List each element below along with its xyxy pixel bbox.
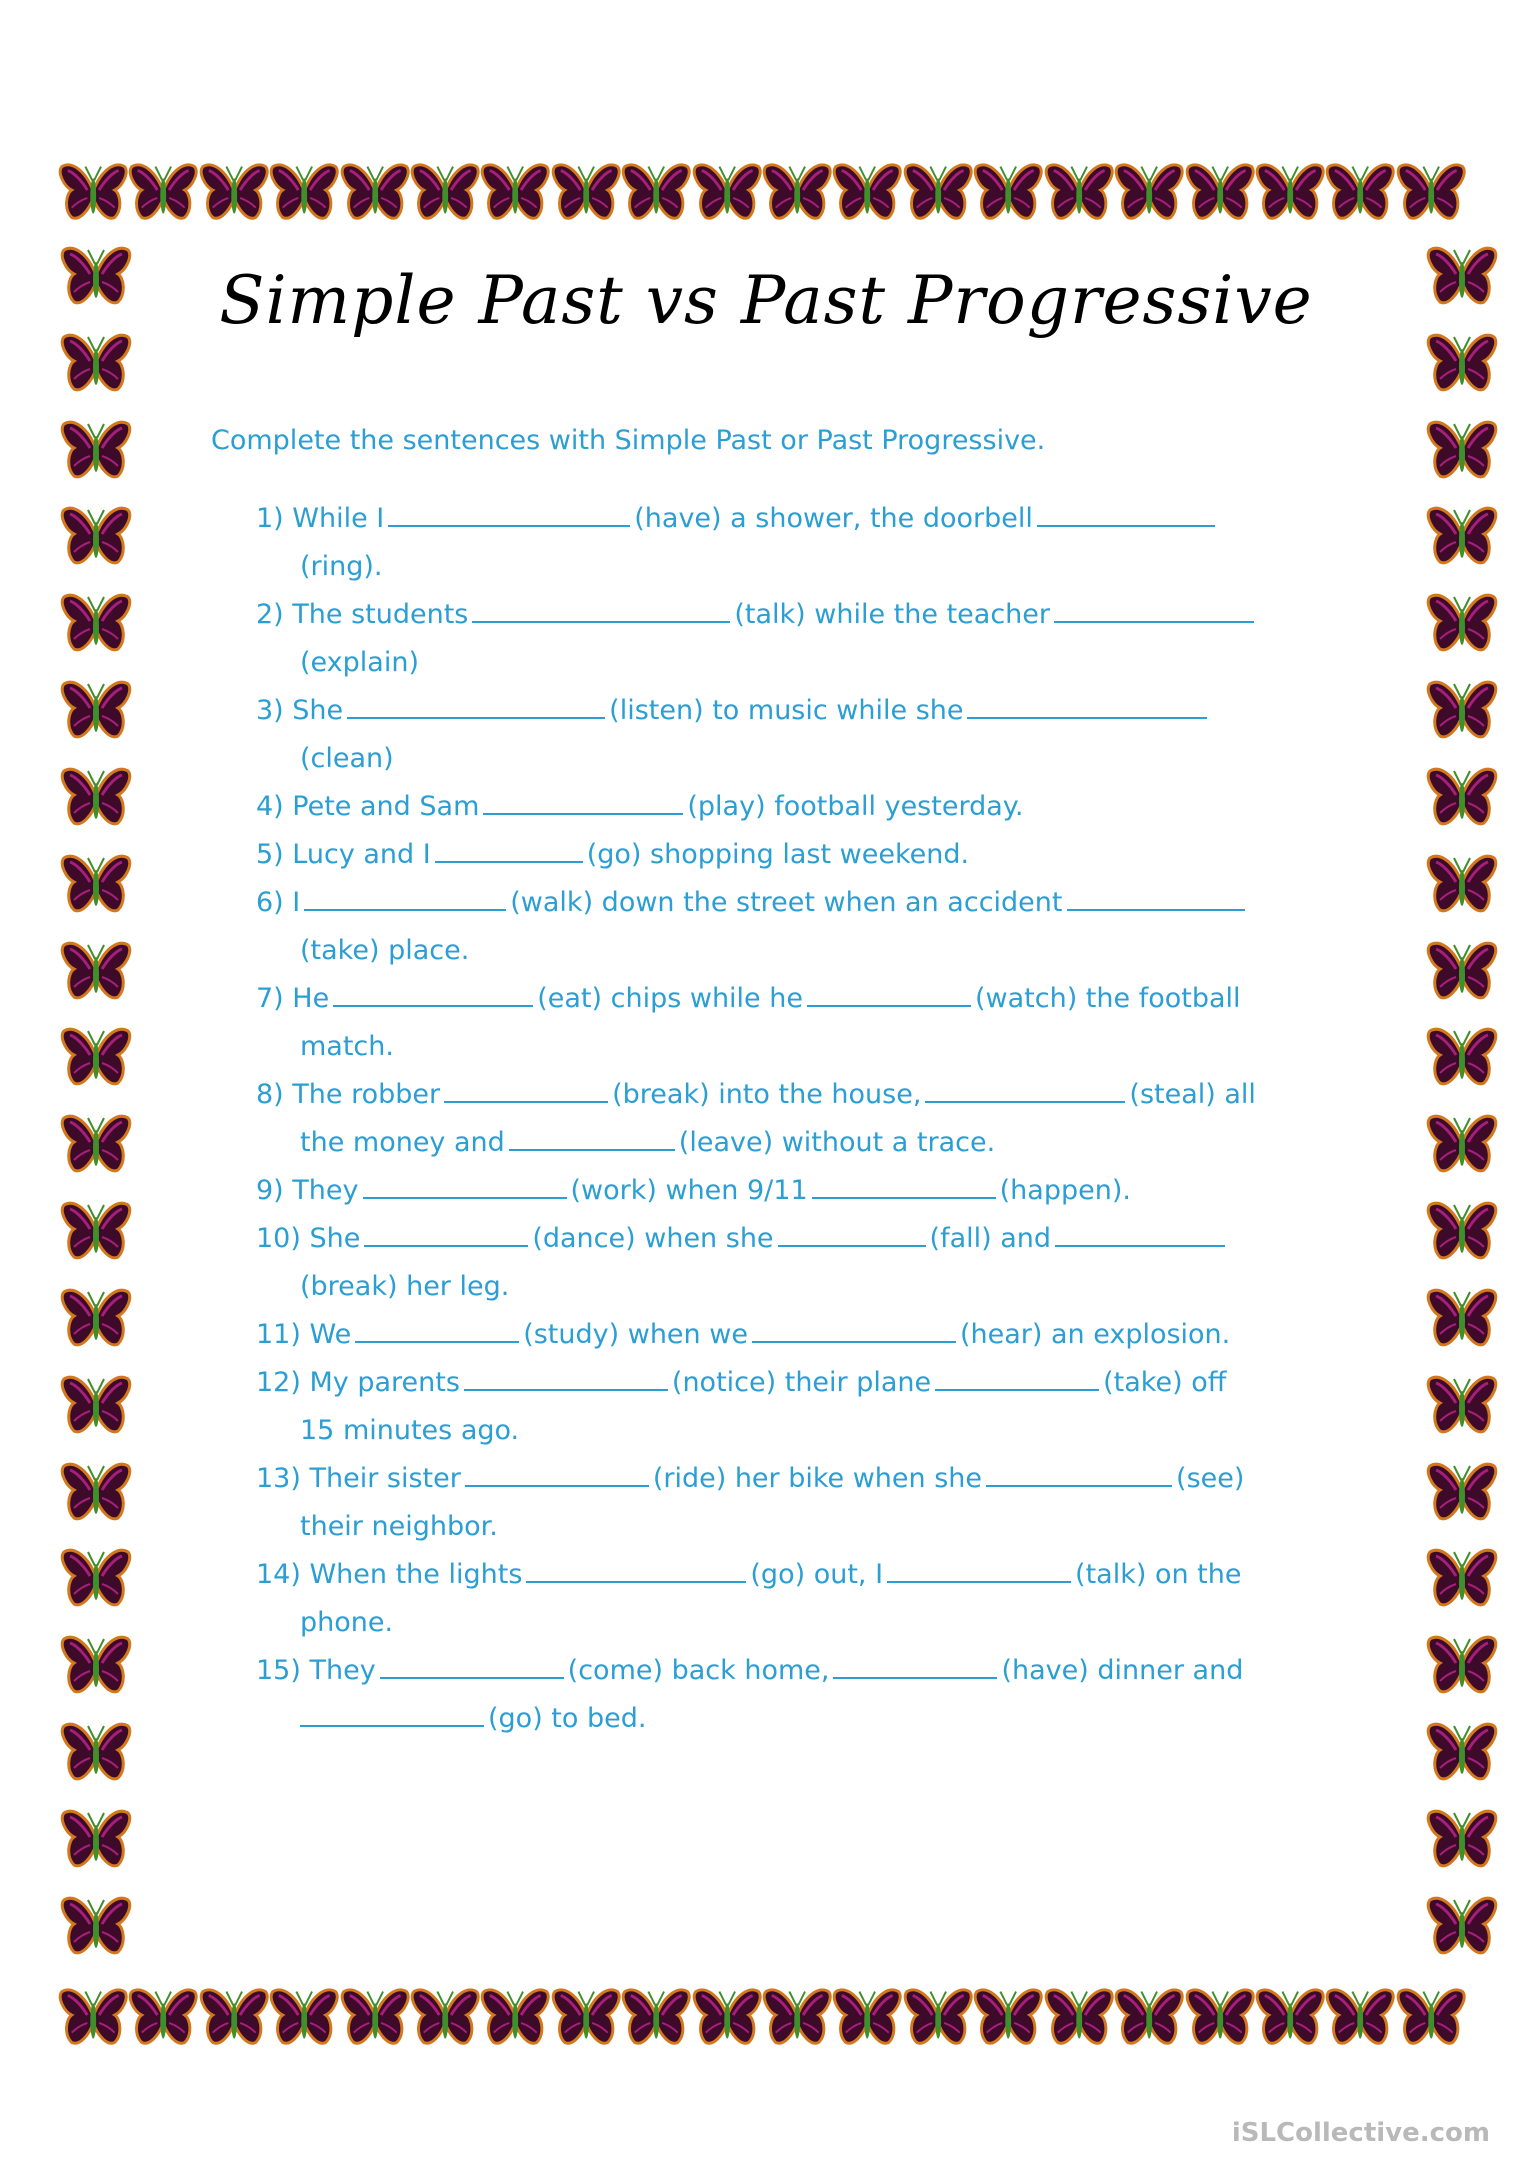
butterfly-icon [1426, 1892, 1498, 1962]
answer-blank[interactable] [347, 691, 605, 719]
answer-blank[interactable] [1055, 1219, 1225, 1247]
exercise-text: (leave) without a trace. [678, 1127, 996, 1158]
exercise-text: phone. [300, 1607, 394, 1638]
answer-blank[interactable] [472, 595, 730, 623]
butterfly-icon [1114, 1983, 1184, 2053]
answer-blank[interactable] [925, 1075, 1125, 1103]
answer-blank[interactable] [1067, 883, 1245, 911]
butterfly-icon [551, 158, 621, 228]
exercise-text: 15) They [256, 1655, 376, 1686]
exercise-text: (break) her leg. [300, 1271, 510, 1302]
butterfly-icon [1426, 1110, 1498, 1180]
butterfly-icon [60, 1110, 132, 1180]
butterfly-icon [340, 158, 410, 228]
exercise-text: 4) Pete and Sam [256, 791, 480, 822]
exercise-text: 3) She [256, 695, 344, 726]
answer-blank[interactable] [300, 1699, 484, 1727]
butterfly-icon [1426, 1805, 1498, 1875]
exercise-text: 2) The students [256, 599, 469, 630]
butterfly-icon [60, 1631, 132, 1701]
butterfly-icon [60, 1371, 132, 1441]
butterfly-icon [1044, 1983, 1114, 2053]
butterfly-icon [692, 1983, 762, 2053]
butterfly-icon [1426, 416, 1498, 486]
butterfly-icon [1426, 1631, 1498, 1701]
exercise-text: (listen) to music while she [609, 695, 964, 726]
exercise-item [256, 1551, 1336, 1647]
butterfly-icon [410, 1983, 480, 2053]
answer-blank[interactable] [807, 979, 971, 1007]
exercise-text: (work) when 9/11 [570, 1175, 808, 1206]
butterfly-icon [1396, 158, 1466, 228]
exercise-text: (play) football yesterday. [687, 791, 1024, 822]
butterfly-icon [60, 1892, 132, 1962]
butterfly-icon [1325, 158, 1395, 228]
butterfly-icon [1185, 158, 1255, 228]
butterfly-icon [1114, 158, 1184, 228]
answer-blank[interactable] [1054, 595, 1254, 623]
answer-blank[interactable] [364, 1219, 528, 1247]
exercise-text: (ride) her bike when she [652, 1463, 983, 1494]
exercise-text: (go) to bed. [488, 1703, 647, 1734]
butterfly-icon [1325, 1983, 1395, 2053]
answer-blank[interactable] [833, 1651, 997, 1679]
exercise-text: (take) place. [300, 935, 470, 966]
exercise-item [256, 1071, 1336, 1167]
answer-blank[interactable] [986, 1459, 1172, 1487]
exercise-text: (have) a shower, the doorbell [634, 503, 1033, 534]
butterfly-icon [269, 158, 339, 228]
exercise-text: the money and [300, 1127, 505, 1158]
butterfly-icon [1426, 763, 1498, 833]
butterfly-icon [1396, 1983, 1466, 2053]
exercise-text: 11) We [256, 1319, 352, 1350]
exercise-text: (come) back home, [567, 1655, 830, 1686]
exercise-text: (eat) chips while he [537, 983, 803, 1014]
exercise-item [256, 783, 1336, 831]
butterfly-icon [128, 1983, 198, 2053]
butterfly-icon [621, 158, 691, 228]
watermark: iSLCollective.com [1231, 2118, 1490, 2148]
butterfly-icon [60, 937, 132, 1007]
exercise-text: 13) Their sister [256, 1463, 461, 1494]
page-title: Simple Past vs Past Progressive [219, 262, 1313, 339]
answer-blank[interactable] [464, 1363, 668, 1391]
butterfly-icon [60, 1718, 132, 1788]
exercise-text: (break) into the house, [612, 1079, 922, 1110]
butterfly-icon [410, 158, 480, 228]
exercise-text: (walk) down the street when an accident [510, 887, 1063, 918]
butterfly-icon [269, 1983, 339, 2053]
butterfly-icon [1426, 937, 1498, 1007]
exercise-text: (go) out, I [750, 1559, 884, 1590]
butterfly-icon [692, 158, 762, 228]
exercise-text: 7) He [256, 983, 330, 1014]
answer-blank[interactable] [333, 979, 533, 1007]
instruction-text: Complete the sentences with Simple Past or Past Progressive. [211, 425, 1046, 456]
butterfly-icon [199, 158, 269, 228]
exercise-text: 1) While I [256, 503, 385, 534]
butterfly-icon [60, 1544, 132, 1614]
butterfly-icon [1426, 1284, 1498, 1354]
answer-blank[interactable] [435, 835, 583, 863]
answer-blank[interactable] [363, 1171, 567, 1199]
exercise-text: 9) They [256, 1175, 359, 1206]
exercise-text: 12) My parents [256, 1367, 460, 1398]
butterfly-icon [199, 1983, 269, 2053]
answer-blank[interactable] [355, 1315, 519, 1343]
exercise-text: (study) when we [523, 1319, 748, 1350]
exercise-text: (see) [1176, 1463, 1245, 1494]
butterfly-icon [1255, 1983, 1325, 2053]
exercise-text: 5) Lucy and I [256, 839, 431, 870]
butterfly-icon [832, 1983, 902, 2053]
butterfly-icon [621, 1983, 691, 2053]
exercise-text: (steal) all [1129, 1079, 1256, 1110]
exercise-text: (explain) [300, 647, 419, 678]
butterfly-icon [128, 158, 198, 228]
answer-blank[interactable] [812, 1171, 996, 1199]
butterfly-border-left [60, 242, 132, 1962]
answer-blank[interactable] [752, 1315, 956, 1343]
butterfly-icon [60, 589, 132, 659]
butterfly-icon [60, 1023, 132, 1093]
exercise-text: (notice) their plane [671, 1367, 932, 1398]
butterfly-border-bottom [58, 1983, 1466, 2053]
exercise-item [256, 975, 1336, 1071]
exercise-text: 8) The robber [256, 1079, 441, 1110]
butterfly-icon [1426, 1371, 1498, 1441]
exercise-text: 14) When the lights [256, 1559, 523, 1590]
butterfly-border-top [58, 158, 1466, 228]
butterfly-icon [340, 1983, 410, 2053]
exercise-text: (fall) and [929, 1223, 1052, 1254]
exercise-text: their neighbor. [300, 1511, 498, 1542]
answer-blank[interactable] [526, 1555, 746, 1583]
exercise-text: (have) dinner and [1001, 1655, 1244, 1686]
butterfly-icon [1185, 1983, 1255, 2053]
butterfly-icon [762, 158, 832, 228]
exercise-text: 6) I [256, 887, 301, 918]
answer-blank[interactable] [509, 1123, 675, 1151]
butterfly-icon [1255, 158, 1325, 228]
butterfly-icon [58, 1983, 128, 2053]
exercise-text: (ring). [300, 551, 383, 582]
exercise-item [256, 1167, 1336, 1215]
exercise-item [256, 879, 1336, 975]
butterfly-icon [480, 158, 550, 228]
butterfly-icon [832, 158, 902, 228]
answer-blank[interactable] [465, 1459, 649, 1487]
butterfly-icon [762, 1983, 832, 2053]
butterfly-icon [973, 1983, 1043, 2053]
butterfly-icon [60, 676, 132, 746]
butterfly-icon [1426, 1023, 1498, 1093]
answer-blank[interactable] [483, 787, 683, 815]
butterfly-icon [1426, 850, 1498, 920]
exercise-text: (dance) when she [532, 1223, 774, 1254]
butterfly-icon [973, 158, 1043, 228]
exercise-text: 15 minutes ago. [300, 1415, 520, 1446]
exercise-text: (talk) on the [1075, 1559, 1242, 1590]
exercise-item [256, 831, 1336, 879]
butterfly-icon [60, 329, 132, 399]
answer-blank[interactable] [304, 883, 506, 911]
exercise-item [256, 1215, 1336, 1311]
exercise-text: (hear) an explosion. [959, 1319, 1231, 1350]
butterfly-icon [60, 1458, 132, 1528]
answer-blank[interactable] [380, 1651, 564, 1679]
butterfly-icon [60, 416, 132, 486]
answer-blank[interactable] [778, 1219, 926, 1247]
butterfly-icon [1426, 329, 1498, 399]
exercise-text: (talk) while the teacher [734, 599, 1050, 630]
exercise-list [256, 495, 1336, 1743]
answer-blank[interactable] [967, 691, 1207, 719]
butterfly-icon [1426, 1718, 1498, 1788]
butterfly-icon [1426, 502, 1498, 572]
exercise-item [256, 687, 1336, 783]
butterfly-icon [551, 1983, 621, 2053]
exercise-text: 10) She [256, 1223, 361, 1254]
exercise-item [256, 495, 1336, 591]
exercise-item [256, 1359, 1336, 1455]
butterfly-icon [60, 1805, 132, 1875]
butterfly-icon [60, 1197, 132, 1267]
exercise-item [256, 591, 1336, 687]
exercise-text: (watch) the football [974, 983, 1241, 1014]
answer-blank[interactable] [444, 1075, 608, 1103]
answer-blank[interactable] [887, 1555, 1071, 1583]
exercise-item [256, 1647, 1336, 1743]
answer-blank[interactable] [388, 499, 630, 527]
butterfly-icon [1426, 1458, 1498, 1528]
butterfly-icon [60, 502, 132, 572]
butterfly-icon [1426, 676, 1498, 746]
butterfly-icon [58, 158, 128, 228]
exercise-text: (take) off [1103, 1367, 1227, 1398]
exercise-text: (clean) [300, 743, 394, 774]
exercise-text: match. [300, 1031, 394, 1062]
butterfly-icon [903, 1983, 973, 2053]
butterfly-icon [60, 1284, 132, 1354]
exercise-text: (happen). [999, 1175, 1131, 1206]
butterfly-icon [60, 763, 132, 833]
exercise-text: (go) shopping last weekend. [586, 839, 970, 870]
butterfly-border-right [1426, 242, 1498, 1962]
butterfly-icon [1426, 1544, 1498, 1614]
butterfly-icon [1044, 158, 1114, 228]
butterfly-icon [1426, 589, 1498, 659]
exercise-item [256, 1311, 1336, 1359]
butterfly-icon [480, 1983, 550, 2053]
answer-blank[interactable] [935, 1363, 1099, 1391]
butterfly-icon [1426, 1197, 1498, 1267]
answer-blank[interactable] [1037, 499, 1215, 527]
butterfly-icon [60, 850, 132, 920]
butterfly-icon [903, 158, 973, 228]
exercise-item [256, 1455, 1336, 1551]
